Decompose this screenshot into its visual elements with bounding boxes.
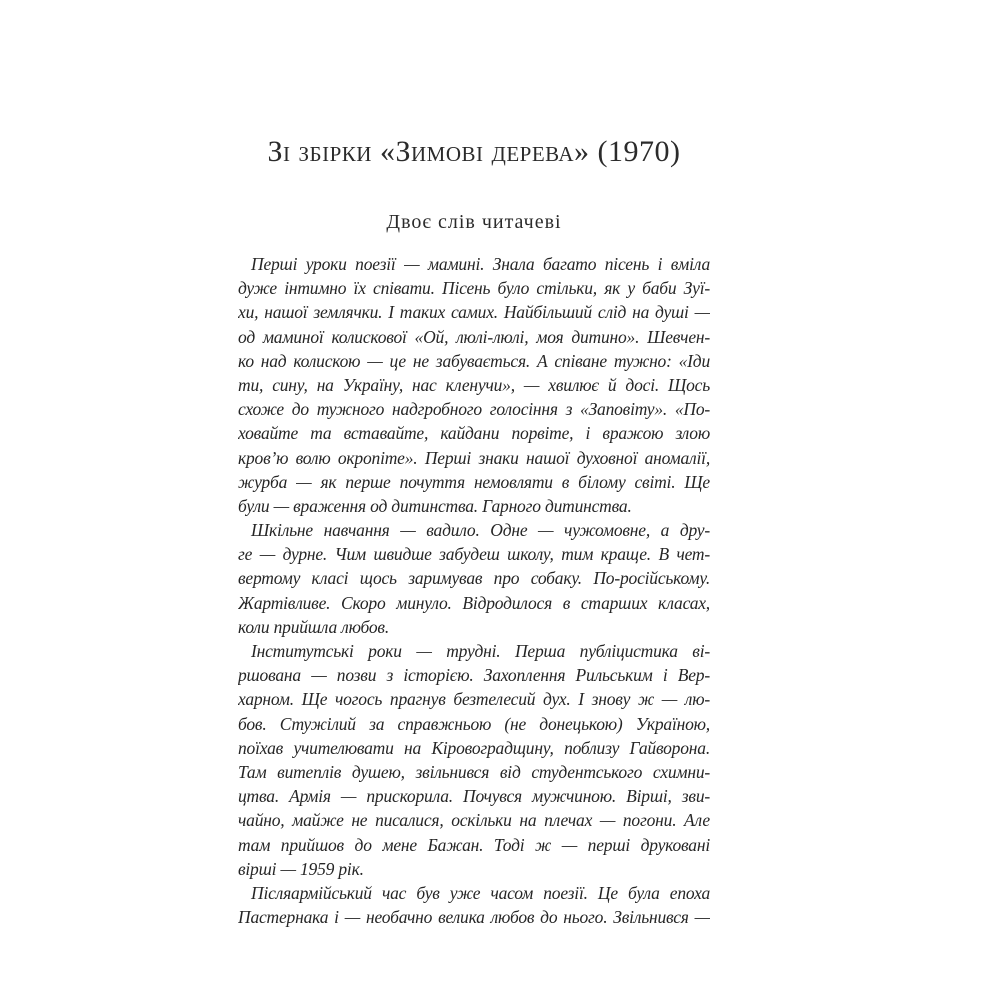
text-line: Післяармійський час був уже часом поезії. Це була епоха — [251, 882, 710, 903]
text-line: ко над колискою — це не забувається. А співане тужно: «Іди — [238, 350, 710, 371]
text-line: Шкільне навчання — вадило. Одне — чужомовне, а дру- — [251, 520, 710, 541]
text-line: вірші — 1959 рік. — [238, 858, 364, 879]
text-line: були — враження од дитинства. Гарного дитинства. — [238, 495, 632, 516]
essay-body — [238, 252, 710, 929]
section-heading: Двоє слів читачеві — [386, 211, 562, 233]
text-line: од маминої колискової «Ой, люлі-люлі, моя дитино». Шевчен- — [238, 326, 710, 347]
text-line: там прийшов до мене Бажан. Тоді ж — перші друковані — [238, 834, 710, 855]
text-line: ршована — позви з історією. Захоплення Рильським і Вер- — [238, 665, 710, 686]
text-line: Інститутські роки — трудні. Перша публіцистика ві- — [251, 641, 710, 661]
text-line: кров’ю волю окропіте». Перші знаки нашої духовної аномалії, — [238, 447, 710, 468]
text-line: Перші уроки поезії — мамині. Знала багато пісень і вміла — [251, 254, 710, 274]
text-line: коли прийшла любов. — [238, 616, 389, 637]
text-line: дуже інтимно їх співати. Пісень було стільки, як у баби Зуї- — [238, 278, 710, 299]
text-line: ге — дурне. Чим швидше забудеш школу, тим краще. В чет- — [238, 544, 710, 565]
text-line: журба — як перше почуття немовляти в білому світі. Ще — [238, 471, 710, 492]
text-block — [238, 136, 710, 929]
text-line: Пастернака і — необачно велика любов до нього. Звільнився — — [238, 907, 710, 928]
text-line: Там витеплів душею, звільнився від студентського схимни- — [238, 761, 710, 782]
text-line: вертому класі щось заримував про собаку. По-російському. — [238, 568, 710, 589]
text-line: ховайте та вставайте, кайдани порвіте, і вражою злою — [238, 423, 710, 444]
text-line: ти, сину, на Україну, нас кленучи», — хвилює й досі. Щось — [238, 374, 710, 395]
text-line: цтва. Армія — прискорила. Почувся мужчиною. Вірші, зви- — [238, 786, 710, 807]
text-line: бов. Стужілий за справжньою (не донецькою) Україною, — [238, 713, 710, 734]
text-line: чайно, майже не писалися, оскільки на плечах — погони. Але — [238, 810, 710, 831]
text-line: хи, нашої землячки. І таких самих. Найбільший слід на душі — — [238, 302, 710, 323]
text-line: харном. Ще чогось прагнув безтелесий дух. І знову ж — лю- — [238, 689, 710, 710]
text-line: схоже до тужного надгробного голосіння з «Заповіту». «По- — [238, 399, 710, 420]
paragraph — [238, 252, 710, 518]
paragraph — [238, 518, 710, 639]
text-line: Жартівливе. Скоро минуло. Відродилося в старших класах, — [238, 592, 710, 613]
collection-title: Зі збірки «Зимові дерева» (1970) — [267, 135, 681, 168]
paragraph — [238, 881, 710, 929]
paragraph — [238, 639, 710, 881]
text-line: поїхав учителювати на Кіровоградщину, поблизу Гайворона. — [238, 737, 710, 758]
